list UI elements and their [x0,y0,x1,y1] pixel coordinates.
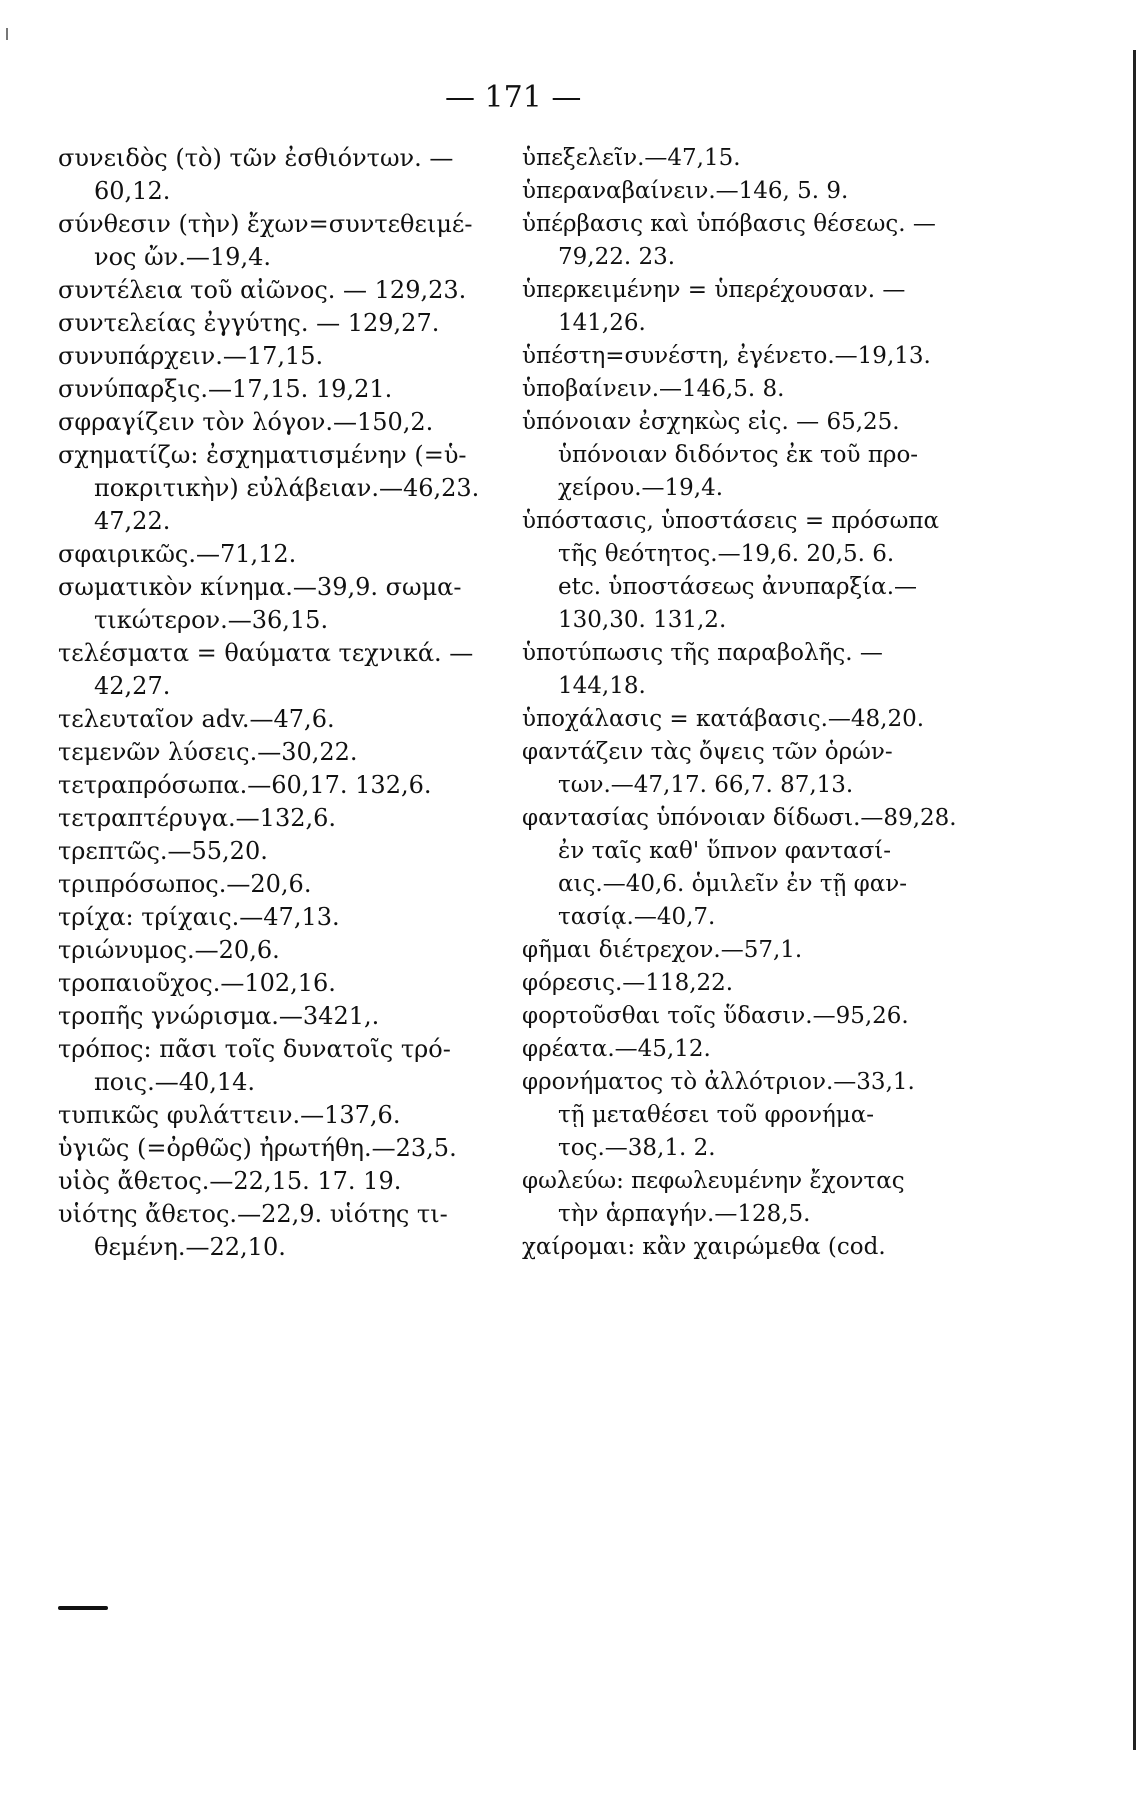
index-line: σφαιρικῶς.—71,12. [58,540,297,568]
index-line: 141,26. [558,310,646,336]
index-line: τὴν ἁρπαγήν.—128,5. [558,1201,811,1227]
index-line: ὑποβαίνειν.—146,5. 8. [522,376,785,402]
index-line: ὑπόστασις, ὑποστάσεις = πρόσωπα [522,508,940,534]
index-line: σφραγίζειν τὸν λόγον.—150,2. [58,408,434,436]
index-line: συνυπάρχειν.—17,15. [58,342,324,370]
index-line: ποκριτικὴν) εὐλάβειαν.—46,23. [94,474,480,502]
index-line: φῆμαι διέτρεχον.—57,1. [522,937,803,963]
index-line: 144,18. [558,673,646,699]
index-line: συνειδὸς (τὸ) τῶν ἐσθιόντων. — [58,144,454,172]
index-line: τικώτερον.—36,15. [94,606,329,634]
index-line: συντέλεια τοῦ αἰῶνος. — 129,23. [58,276,467,304]
index-line: τυπικῶς φυλάττειν.—137,6. [58,1101,401,1129]
index-line: συντελείας ἐγγύτης. — 129,27. [58,309,440,337]
index-line: ὑπερκειμένην = ὑπερέχουσαν. — [522,277,906,303]
index-line: τριώνυμος.—20,6. [58,936,280,964]
index-line: ὑποτύπωσις τῆς παραβολῆς. — [522,640,883,666]
index-line: τος.—38,1. 2. [558,1135,716,1161]
index-line: τῆς θεότητος.—19,6. 20,5. 6. [558,541,895,567]
index-line: τεμενῶν λύσεις.—30,22. [58,738,358,766]
index-line: τελευταῖον adv.—47,6. [58,705,335,733]
index-line: ἐν ταῖς καθ' ὕπνον φαντασί- [558,838,892,864]
index-line: των.—47,17. 66,7. 87,13. [558,772,854,798]
page-edge-rule [1133,50,1136,1750]
index-line: ὑπεξελεῖν.—47,15. [522,145,741,171]
index-line: ὑπεραναβαίνειν.—146, 5. 9. [522,178,849,204]
index-line: 79,22. 23. [558,244,676,270]
index-line: φρέατα.—45,12. [522,1036,711,1062]
page-number: — 171 — [445,80,582,115]
index-line: αις.—40,6. ὁμιλεῖν ἐν τῇ φαν- [558,871,908,897]
index-line: φωλεύω: πεφωλευμένην ἔχοντας [522,1168,905,1194]
index-line: τῇ μεταθέσει τοῦ φρονήμα- [558,1102,874,1128]
index-line: υἱὸς ἄθετος.—22,15. 17. 19. [58,1167,402,1195]
index-line: etc. ὑποστάσεως ἀνυπαρξία.— [558,574,918,600]
index-line: ὑγιῶς (=ὀρθῶς) ἠρωτήθη.—23,5. [58,1134,457,1162]
index-line: 130,30. 131,2. [558,607,727,633]
index-line: φαντάζειν τὰς ὄψεις τῶν ὁρών- [522,739,893,765]
index-line: 47,22. [94,507,171,535]
index-line: ὑπόνοιαν διδόντος ἐκ τοῦ προ- [558,442,919,468]
index-line: σχηματίζω: ἐσχηματισμένην (=ὑ- [58,441,467,469]
index-line: σωματικὸν κίνημα.—39,9. σωμα- [58,573,462,601]
index-line: ὑπέστη=συνέστη, ἐγένετο.—19,13. [522,343,931,369]
index-line: χείρου.—19,4. [558,475,724,501]
index-line: 42,27. [94,672,171,700]
index-line: τροπαιοῦχος.—102,16. [58,969,336,997]
index-line: τρόπος: πᾶσι τοῖς δυνατοῖς τρό- [58,1035,451,1063]
index-line: συνύπαρξις.—17,15. 19,21. [58,375,393,403]
index-line: τρεπτῶς.—55,20. [58,837,268,865]
index-line: ὑπόνοιαν ἐσχηκὼς εἰς. — 65,25. [522,409,900,435]
decorative-dash-mark [58,1606,108,1610]
index-line: τρίχα: τρίχαις.—47,13. [58,903,340,931]
index-line: ὑποχάλασις = κατάβασις.—48,20. [522,706,925,732]
index-line: φαντασίας ὑπόνοιαν δίδωσι.—89,28. [522,805,957,831]
index-line: τετραπρόσωπα.—60,17. 132,6. [58,771,432,799]
index-line: τελέσματα = θαύματα τεχνικά. — [58,639,474,667]
index-line: φρονήματος τὸ ἀλλότριον.—33,1. [522,1069,915,1095]
index-line: σύνθεσιν (τὴν) ἔχων=συντεθειμέ- [58,210,473,238]
margin-tick-mark [6,28,8,40]
index-line: φορτοῦσθαι τοῖς ὕδασιν.—95,26. [522,1003,909,1029]
index-line: θεμένη.—22,10. [94,1233,286,1261]
index-line: τριπρόσωπος.—20,6. [58,870,312,898]
index-line: τετραπτέρυγα.—132,6. [58,804,337,832]
index-line: χαίρομαι: κἂν χαιρώμεθα (cod. [522,1234,886,1260]
index-line: υἱότης ἄθετος.—22,9. υἱότης τι- [58,1200,448,1228]
index-line: 60,12. [94,177,171,205]
index-line: ποις.—40,14. [94,1068,256,1096]
index-line: τασίᾳ.—40,7. [558,904,716,930]
index-line: ὑπέρβασις καὶ ὑπόβασις θέσεως. — [522,211,936,237]
index-line: νος ὤν.—19,4. [94,243,271,271]
index-line: φόρεσις.—118,22. [522,970,734,996]
index-line: τροπῆς γνώρισμα.—3421,. [58,1002,380,1030]
